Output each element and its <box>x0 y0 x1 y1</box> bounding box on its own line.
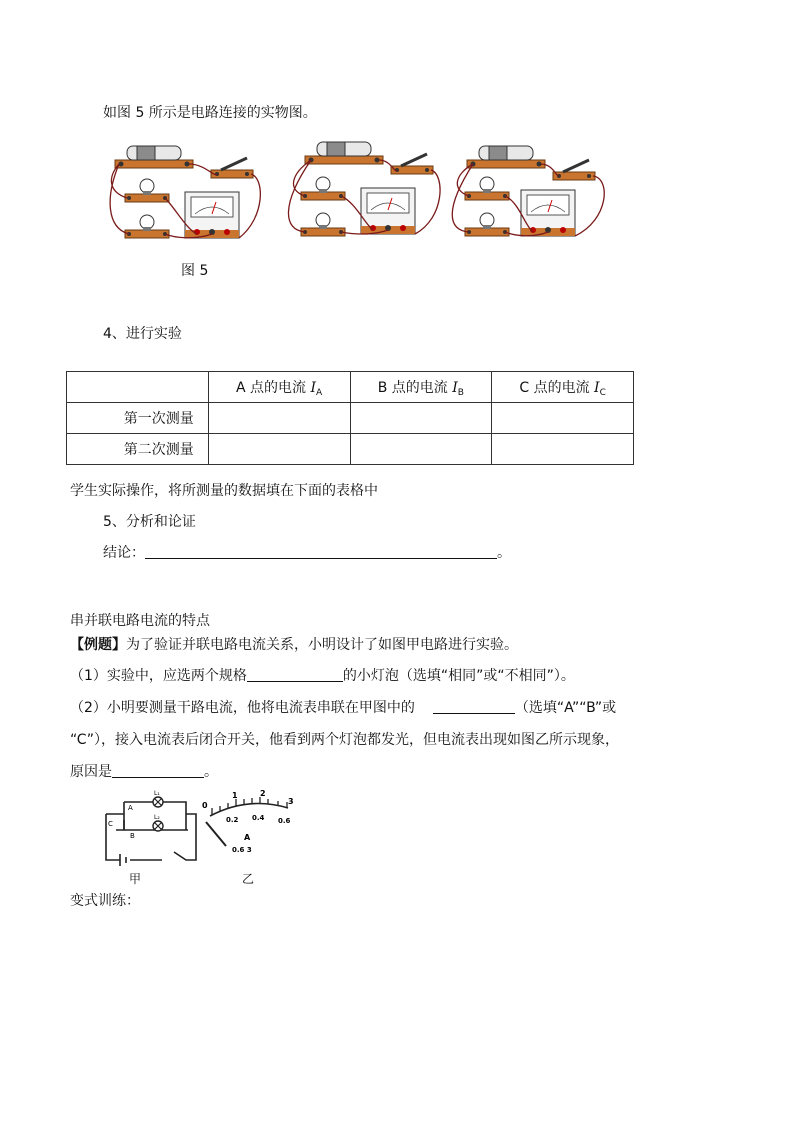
conclusion-blank[interactable] <box>145 544 497 559</box>
data-cell[interactable] <box>350 434 492 465</box>
tick-0: 0 <box>202 801 208 810</box>
measurement-table <box>66 371 634 465</box>
question-2-line-2: “C”），接入电流表后闭合开关，他看到两个灯泡都发光，但电流表出现如图乙所示现象， <box>70 732 620 748</box>
small-tick-02: 0.2 <box>226 816 239 824</box>
data-cell[interactable] <box>492 403 634 434</box>
terminal-labels: 0.6 3 <box>232 846 252 854</box>
figure-5-circuit-photos <box>105 132 655 252</box>
section-title: 串并联电路电流的特点 <box>70 613 210 629</box>
figure-jia-circuit-diagram <box>96 790 206 880</box>
q1-blank[interactable] <box>247 667 343 682</box>
step-4-heading: 4、进行实验 <box>103 326 182 342</box>
header-cell-b: B 点的电流 $I_B$ <box>350 372 492 403</box>
meter-symbol: A <box>244 833 251 842</box>
tick-2: 2 <box>260 789 266 798</box>
variant-training-heading: 变式训练： <box>70 893 140 909</box>
small-tick-06: 0.6 <box>278 817 291 825</box>
table-header-row <box>67 372 634 403</box>
row-label-second: 第二次测量 <box>67 434 209 465</box>
label-b: B <box>130 832 135 840</box>
conclusion-label: 结论： <box>103 545 145 561</box>
table-row <box>67 434 634 465</box>
data-cell[interactable] <box>492 434 634 465</box>
row-label-first: 第一次测量 <box>67 403 209 434</box>
intro-text: 如图 5 所示是电路连接的实物图。 <box>103 105 317 121</box>
q2-blank-reason[interactable] <box>112 763 204 778</box>
tick-3: 3 <box>288 797 294 806</box>
label-c: C <box>108 820 113 828</box>
question-2-line-1: （2）小明要测量干路电流，他将电流表串联在甲图中的 （选填“A”“B”或 <box>70 700 617 716</box>
figure-jia-caption: 甲 <box>129 872 142 886</box>
table-row <box>67 403 634 434</box>
note-text: 学生实际操作，将所测量的数据填在下面的表格中 <box>70 483 378 499</box>
figure-yi-caption: 乙 <box>242 872 255 886</box>
table-corner-cell <box>67 372 209 403</box>
header-cell-c: C 点的电流 $I_C$ <box>492 372 634 403</box>
tick-1: 1 <box>232 791 238 800</box>
question-1: （1）实验中，应选两个规格 的小灯泡（选填“相同”或“不相同”）。 <box>70 668 575 684</box>
data-cell[interactable] <box>350 403 492 434</box>
q2-blank-position[interactable] <box>433 699 515 714</box>
label-a: A <box>128 804 133 812</box>
data-cell[interactable] <box>208 434 350 465</box>
data-cell[interactable] <box>208 403 350 434</box>
figure-5-caption: 图 5 <box>181 263 209 279</box>
header-cell-a: A 点的电流 $I_A$ <box>208 372 350 403</box>
label-l1: L₁ <box>154 790 160 797</box>
small-tick-04: 0.4 <box>252 814 265 822</box>
label-l2: L₂ <box>154 814 160 821</box>
example-intro: 【例题】为了验证并联电路电流关系，小明设计了如图甲电路进行实验。 <box>70 637 518 653</box>
conclusion-line: 结论： 。 <box>103 545 511 561</box>
step-5-heading: 5、分析和论证 <box>103 514 196 530</box>
figure-yi-ammeter-dial <box>196 789 306 864</box>
question-2-line-3: 原因是 。 <box>70 764 218 780</box>
